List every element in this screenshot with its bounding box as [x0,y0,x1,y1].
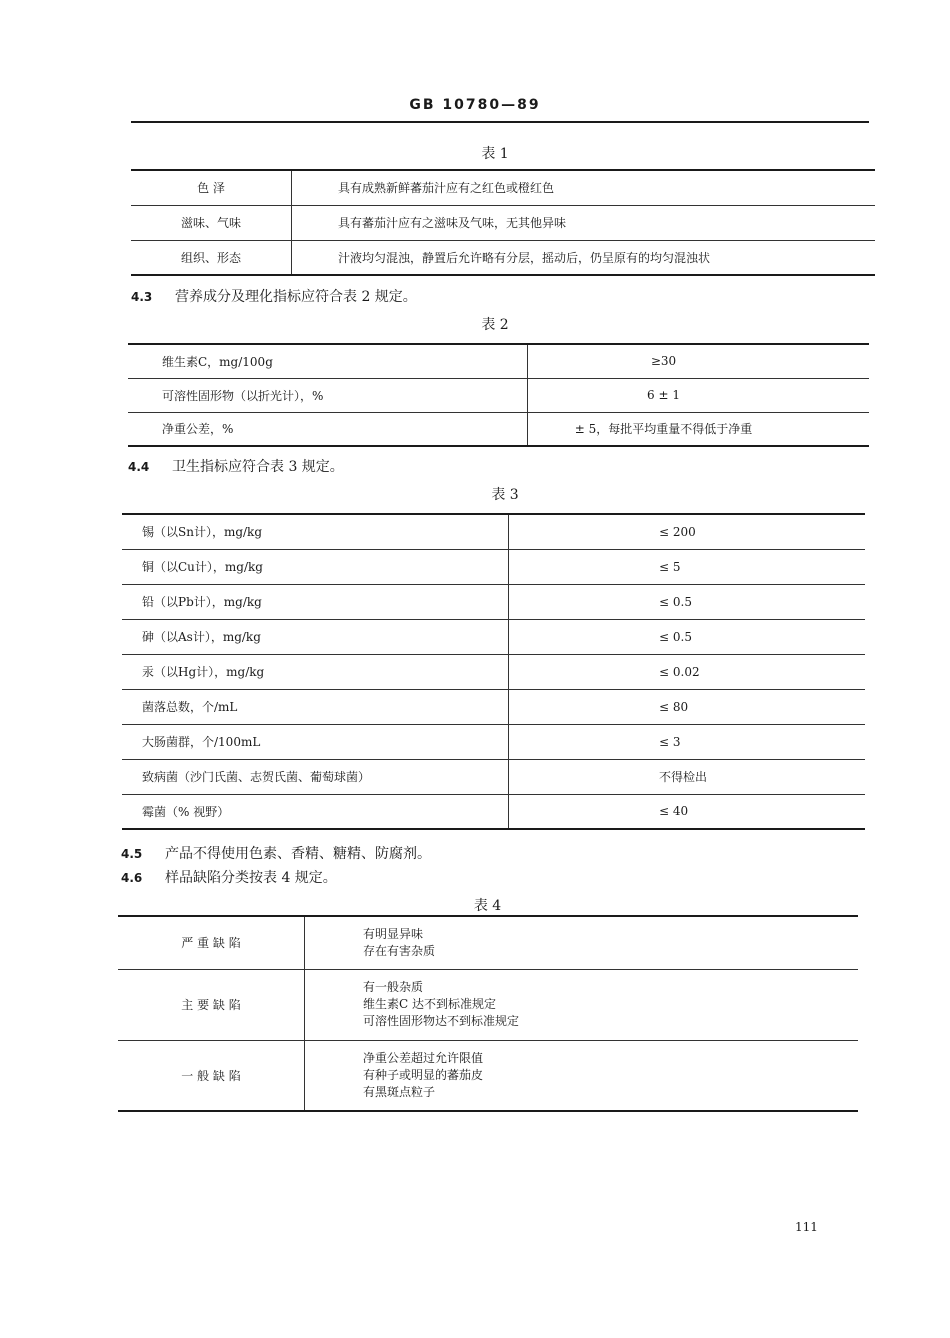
table3-value: ≤ 0.5 [509,584,866,619]
table3-value: 不得检出 [509,759,866,794]
table4-lines [305,1040,859,1111]
section-number: 4.4 [128,460,150,474]
table-row [131,170,875,205]
table3-value: ≤ 5 [509,549,866,584]
table3-label: 致病菌（沙门氏菌、志贺氏菌、葡萄球菌） [122,759,509,794]
table-row [131,240,875,275]
section-4-3 [131,286,417,306]
defect-line: 存在有害杂质 [363,943,436,958]
section-number: 4.6 [121,871,143,885]
table3-label: 锡（以Sn计），mg/kg [122,514,509,549]
table3-value: ≤ 0.5 [509,619,866,654]
table-row [122,619,865,654]
table1-caption: 表 1 [481,146,509,162]
table3-value: ≤ 200 [509,514,866,549]
table2-label: 维生素C，mg/100g [128,344,528,378]
table-row [122,759,865,794]
table3-value: ≤ 0.02 [509,654,866,689]
section-4-5 [121,843,431,863]
table1-value: 具有蕃茄汁应有之滋味及气味，无其他异味 [292,205,876,240]
table2-label: 净重公差，% [128,412,528,446]
table1-label: 滋味、气味 [131,205,292,240]
table-row [128,412,869,446]
table-row [118,1040,858,1111]
defect-line: 有明显异味 [363,926,424,941]
defect-line: 有黑斑点粒子 [363,1084,436,1099]
defect-line: 有种子或明显的蕃茄皮 [363,1067,484,1082]
section-text: 产品不得使用色素、香精、糖精、防腐剂。 [165,846,431,862]
table-row [128,378,869,412]
table3-label: 汞（以Hg计），mg/kg [122,654,509,689]
defect-line: 维生素C 达不到标准规定 [363,997,496,1011]
table-row [118,916,858,969]
table1-label: 组织、形态 [131,240,292,275]
table-row [128,344,869,378]
table4 [118,915,858,1112]
table1-value: 具有成熟新鲜蕃茄汁应有之红色或橙红色 [292,170,876,205]
table1 [131,169,875,276]
section-number: 4.5 [121,847,143,861]
defect-line: 可溶性固形物达不到标准规定 [363,1014,520,1028]
table3-value: ≤ 40 [509,794,866,829]
table3-value: ≤ 3 [509,724,866,759]
table2-value: 6 ± 1 [528,378,870,412]
table-row [122,724,865,759]
table2-value: ≥30 [528,344,870,378]
table3-label: 大肠菌群，个/100mL [122,724,509,759]
table4-label: 主 要 缺 陷 [118,969,305,1040]
table2-value: ± 5，每批平均重量不得低于净重 [528,412,870,446]
table-row [118,969,858,1040]
table-row [122,549,865,584]
table4-label: 严 重 缺 陷 [118,916,305,969]
table3-label: 铜（以Cu计），mg/kg [122,549,509,584]
table-row [131,205,875,240]
table2-label: 可溶性固形物（以折光计），% [128,378,528,412]
header-rule [131,121,869,123]
defect-line: 有一般杂质 [363,980,424,994]
table3-caption: 表 3 [491,487,519,503]
defect-line: 净重公差超过允许限值 [363,1050,484,1065]
table-row [122,689,865,724]
table-row [122,794,865,829]
standard-code: GB 10780—89 [409,97,541,113]
section-4-6 [121,867,337,887]
section-number: 4.3 [131,290,153,304]
table4-lines [305,916,859,969]
page-number: 111 [795,1220,818,1234]
table3-label: 霉菌（% 视野） [122,794,509,829]
table-row [122,654,865,689]
table3 [122,513,865,830]
table4-label: 一 般 缺 陷 [118,1040,305,1111]
table2-caption: 表 2 [481,317,509,333]
table-row [122,584,865,619]
table4-caption: 表 4 [473,898,502,914]
table3-label: 砷（以As计），mg/kg [122,619,509,654]
section-text: 营养成分及理化指标应符合表 2 规定。 [175,289,417,305]
table1-label: 色 泽 [131,170,292,205]
table1-value: 汁液均匀混浊，静置后允许略有分层，摇动后，仍呈原有的均匀混浊状 [292,240,876,275]
table4-lines [305,969,859,1040]
table-row [122,514,865,549]
section-4-4 [128,456,344,476]
section-text: 样品缺陷分类按表 4 规定。 [165,870,337,886]
table3-label: 铅（以Pb计），mg/kg [122,584,509,619]
table2 [128,343,869,447]
table3-value: ≤ 80 [509,689,866,724]
section-text: 卫生指标应符合表 3 规定。 [172,459,344,475]
table3-label: 菌落总数，个/mL [122,689,509,724]
